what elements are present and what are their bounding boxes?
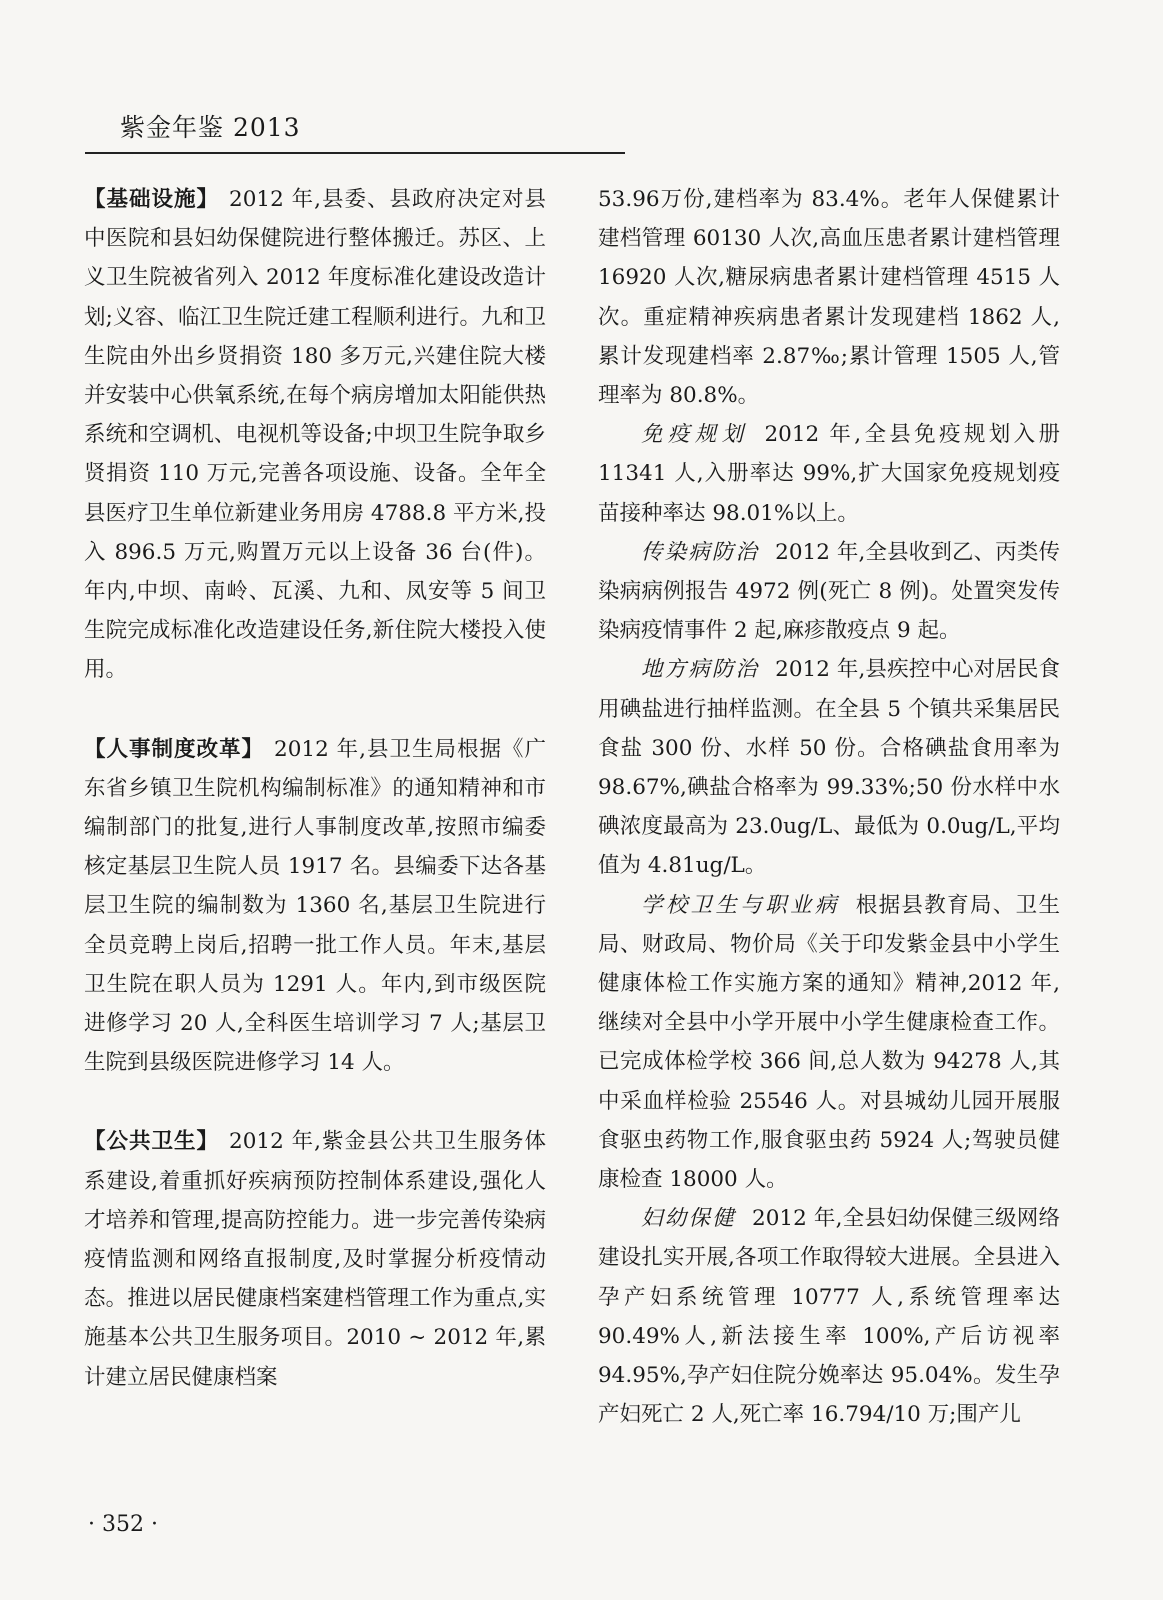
section-public-health (84, 1122, 546, 1396)
section-heading: 【公共卫生】 (84, 1129, 220, 1155)
page-number: · 352 · (88, 1512, 158, 1537)
running-header: 紫金年鉴 2013 (120, 113, 301, 142)
section-heading: 【人事制度改革】 (84, 736, 265, 762)
section-text: 2012 年,县卫生局根据《广东省乡镇卫生院机构编制标准》的通知精神和市编制部门的批复,进行人事制度改革,按照市编委核定基层卫生院人员 1917 名。县编委下达各基层卫生院的编制数为 1360 名,基层卫生院进行全员竞聘上岗后,招聘一批工作人员。年末,基层卫生院在职人员为 1291 人。年内,到市级医院进修学习 20 人,全科医生培训学习 7 人;基层卫生院到县级医院进修学习 14 人。 (84, 736, 546, 1076)
subheading: 地方病防治 (641, 657, 760, 683)
subheading: 妇幼保健 (641, 1206, 737, 1232)
subheading: 免疫规划 (641, 422, 749, 448)
paragraph-text: 2012 年,全县收到乙、丙类传染病病例报告 4972 例(死亡 8 例)。处置突发传染病疫情事件 2 起,麻疹散疫点 9 起。 (598, 539, 1060, 644)
paragraph-text: 2012 年,县疾控中心对居民食用碘盐进行抽样监测。在全县 5 个镇共采集居民食盐 300 份、水样 50 份。合格碘盐食用率为 98.67%,碘盐合格率为 99.33%;50 份水样中水碘浓度最高为 23.0ug/L、最低为 0.0ug/L,平均值为 4.81ug/L。 (598, 657, 1060, 879)
paragraph-immunization (598, 415, 1060, 533)
section-heading: 【基础设施】 (84, 187, 220, 212)
section-infrastructure (84, 180, 546, 690)
paragraph-text: 2012 年,全县妇幼保健三级网络建设扎实开展,各项工作取得较大进展。全县进入孕产妇系统管理 10777 人,系统管理率达 90.49%人,新法接生率 100%,产后访视率 94.95%,孕产妇住院分娩率达 95.04%。发生孕产妇死亡 2 人,死亡率 16.794/10 万;围产儿 (598, 1206, 1060, 1428)
paragraph-endemic-disease (598, 650, 1060, 885)
paragraph-text: 根据县教育局、卫生局、财政局、物价局《关于印发紫金县中小学生健康体检工作实施方案的通知》精神,2012 年,继续对全县中小学开展中小学生健康检查工作。已完成体检学校 366 间,总人数为 94278 人,其中采血样检验 25546 人。对县城幼儿园开展服食驱虫药物工作,服食驱虫药 5924 人;驾驶员健康检查 18000 人。 (598, 892, 1060, 1193)
section-personnel-reform (84, 730, 546, 1083)
right-column (598, 180, 1060, 1435)
subheading: 传染病防治 (641, 539, 760, 565)
paragraph-maternal-child-health (598, 1199, 1060, 1434)
subheading: 学校卫生与职业病 (641, 892, 840, 918)
paragraph-school-health (598, 886, 1060, 1200)
paragraph-text: 2012 年,全县免疫规划入册 11341 人,入册率达 99%,扩大国家免疫规划疫苗接种率达 98.01%以上。 (598, 422, 1060, 526)
header-rule (85, 152, 625, 154)
continuation-paragraph: 53.96万份,建档率为 83.4%。老年人保健累计建档管理 60130 人次,高血压患者累计建档管理 16920 人次,糖尿病患者累计建档管理 4515 人次。重症精神疾病患者累计发现建档 1862 人,累计发现建档率 2.87‰;累计管理 1505 人,管理率为 80.8%。 (598, 187, 1060, 409)
section-text: 2012 年,县委、县政府决定对县中医院和县妇幼保健院进行整体搬迁。苏区、上义卫生院被省列入 2012 年度标准化建设改造计划;义容、临江卫生院迁建工程顺利进行。九和卫生院由外出乡贤捐资 180 多万元,兴建住院大楼并安装中心供氧系统,在每个病房增加太阳能供热系统和空调机、电视机等设备;中坝卫生院争取乡贤捐资 110 万元,完善各项设施、设备。全年全县医疗卫生单位新建业务用房 4788.8 平方米,投入 896.5 万元,购置万元以上设备 36 台(件)。年内,中坝、南岭、瓦溪、九和、凤安等 5 间卫生院完成标准化改造建设任务,新住院大楼投入使用。 (84, 187, 546, 683)
section-text: 2012 年,紫金县公共卫生服务体系建设,着重抓好疾病预防控制体系建设,强化人才培养和管理,提高防控能力。进一步完善传染病疫情监测和网络直报制度,及时掌握分析疫情动态。推进以居民健康档案建档管理工作为重点,实施基本公共卫生服务项目。2010 ~ 2012 年,累计建立居民健康档案 (84, 1129, 546, 1390)
paragraph-infectious-disease (598, 533, 1060, 651)
left-column (84, 180, 546, 1397)
